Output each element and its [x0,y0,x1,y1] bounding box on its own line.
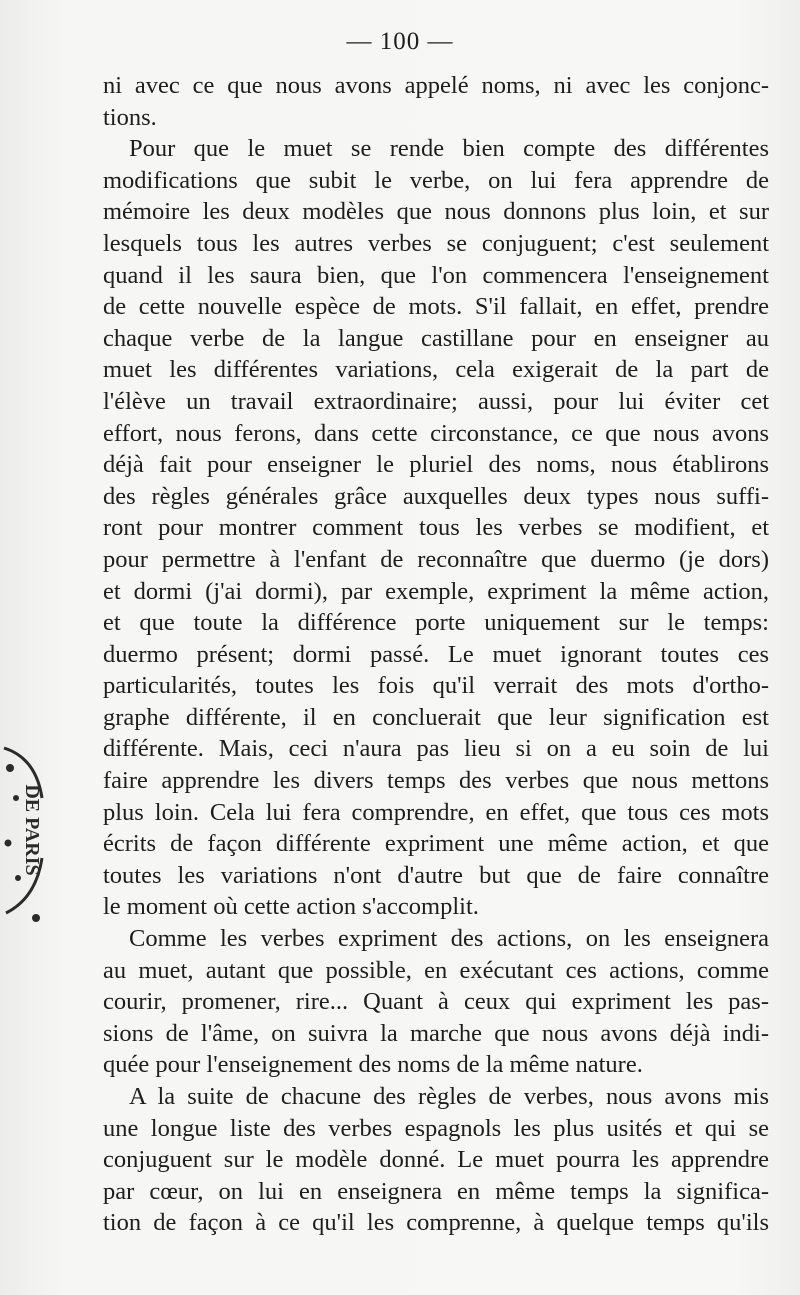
text-line: déjà fait pour enseigner le pluriel des noms, nous établirons [103,451,769,479]
text-line: muet les différentes variations, cela exigerait de la part de [103,356,769,384]
text-line: A la suite de chacune des règles de verbes, nous avons mis [129,1083,769,1110]
svg-text:DE PARIS: DE PARIS [21,784,43,876]
page-number-header: — 100 — [346,28,454,55]
text-line: graphe différente, il en concluerait que leur signification est [103,703,769,731]
text-line: conjuguent sur le modèle donné. Le muet pourra les apprendre [103,1146,769,1174]
text-line: différente. Mais, ceci n'aura pas lieu si on a eu soin de lui [103,735,769,763]
library-stamp-icon [0,738,48,923]
text-line: chaque verbe de la langue castillane pour en enseigner au [103,324,769,352]
text-line: ront pour montrer comment tous les verbes se modifient, et [103,514,769,542]
text-line: Comme les verbes expriment des actions, on les enseignera [129,925,769,953]
text-line: tion de façon à ce qu'il les comprenne, à quelque temps qu'ils [103,1209,769,1237]
text-line: de cette nouvelle espèce de mots. S'il fallait, en effet, prendre [103,293,769,321]
text-line: et que toute la différence porte uniquement sur le temps: [103,609,769,637]
text-line: le moment où cette action s'accomplit. [103,893,479,921]
text-line: tions. [103,103,157,131]
text-line: plus loin. Cela lui fera comprendre, en effet, que tous ces mots [103,798,769,826]
text-line: quand il les saura bien, que l'on commencera l'enseignement [103,261,769,289]
text-line: quée pour l'enseignement des noms de la même nature. [103,1051,643,1079]
text-line: modifications que subit le verbe, on lui fera apprendre de [103,166,769,194]
text-line: lesquels tous les autres verbes se conjuguent; c'est seulement [103,229,769,257]
text-line: mémoire les deux modèles que nous donnons plus loin, et sur [103,198,769,226]
text-line: faire apprendre les divers temps des verbes que nous mettons [103,767,769,795]
text-line: courir, promener, rire... Quant à ceux qui expriment les pas- [103,988,769,1016]
text-line: particularités, toutes les fois qu'il verrait des mots d'ortho- [103,672,769,700]
text-line: au muet, autant que possible, en exécutant ces actions, comme [103,956,769,984]
text-line: ni avec ce que nous avons appelé noms, ni avec les conjonc- [103,72,769,99]
body-text [103,70,769,1239]
text-line: et dormi (j'ai dormi), par exemple, expriment la même action, [103,577,769,605]
text-line: par cœur, on lui en enseignera en même temps la significa- [103,1177,769,1205]
text-line: pour permettre à l'enfant de reconnaître que duermo (je dors) [103,545,769,573]
text-line: une longue liste des verbes espagnols les plus usités et qui se [103,1114,769,1142]
text-line: toutes les variations n'ont d'autre but que de faire connaître [103,861,769,889]
text-line: des règles générales grâce auxquelles deux types nous suffi- [103,482,769,510]
text-line: l'élève un travail extraordinaire; aussi, pour lui éviter cet [103,387,769,415]
text-line: Pour que le muet se rende bien compte des différentes [129,135,769,163]
text-line: effort, nous ferons, dans cette circonstance, ce que nous avons [103,419,769,447]
text-line: duermo présent; dormi passé. Le muet ignorant toutes ces [103,640,769,668]
text-line: sions de l'âme, on suivra la marche que nous avons déjà indi- [103,1019,769,1047]
text-line: écrits de façon différente expriment une même action, et que [103,830,769,858]
